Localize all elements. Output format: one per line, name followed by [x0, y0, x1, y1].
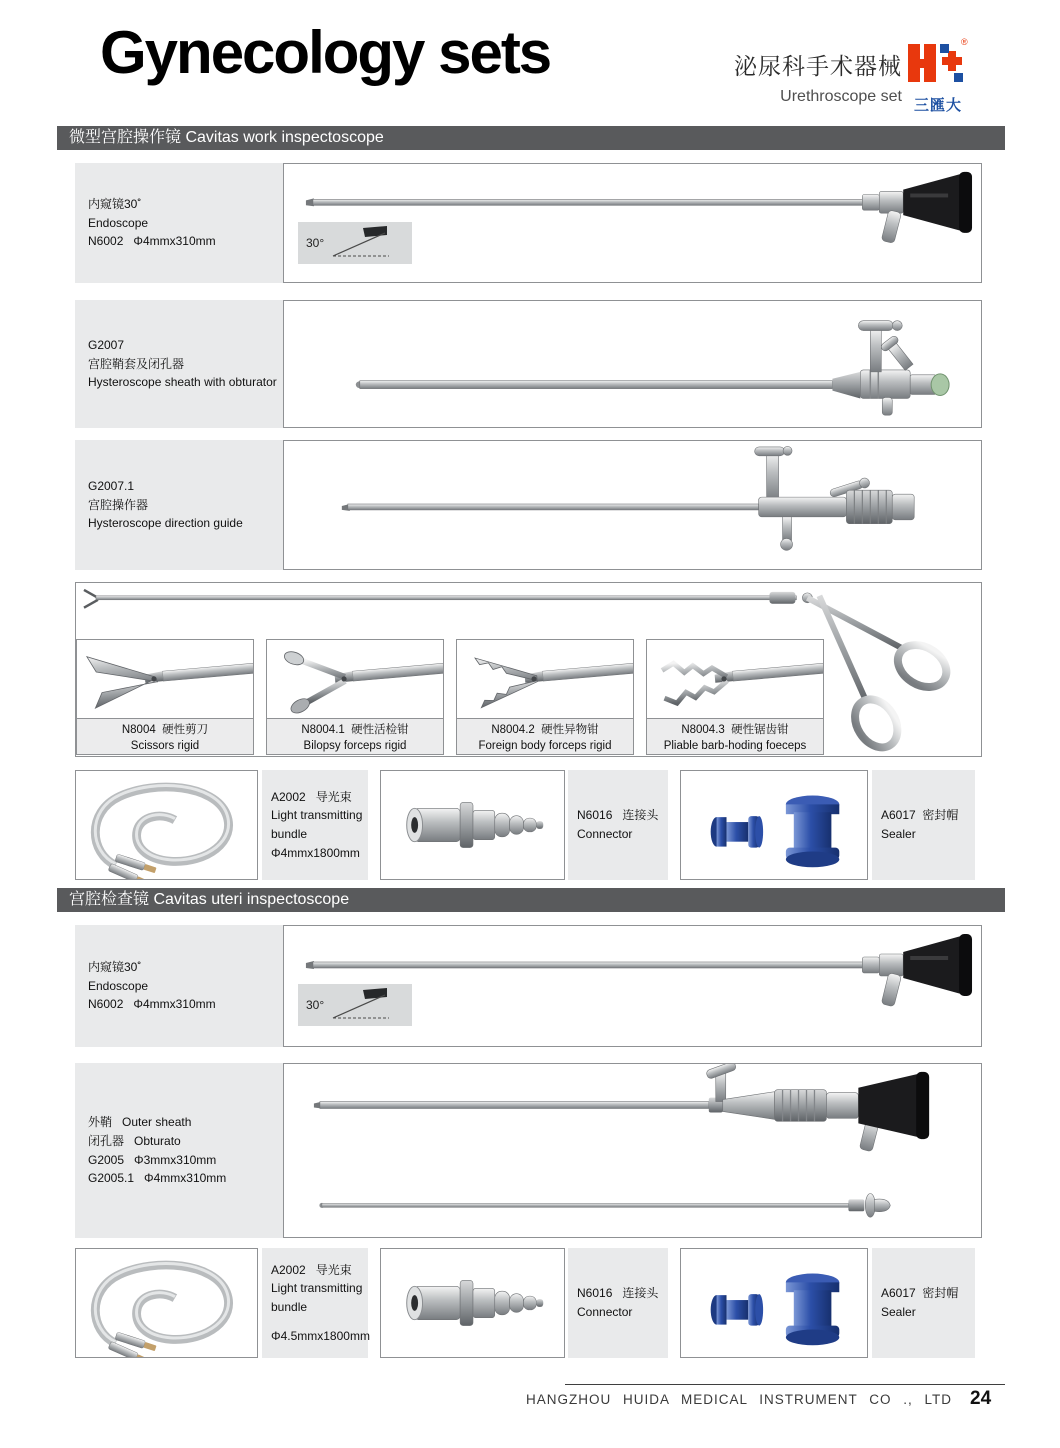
connector-label-box: [568, 770, 668, 880]
connector2-image-box: [380, 1248, 565, 1358]
scissors-tip-box: [76, 639, 254, 755]
product-name-en: Endoscope: [88, 215, 149, 230]
footer-divider: [565, 1384, 1005, 1385]
sealer-image-box: [680, 770, 868, 880]
sheath-image-box: [283, 300, 982, 428]
accessory-code-cn: N6016 连接头: [577, 808, 659, 823]
logo-text: 三匯大: [913, 97, 962, 114]
forceps-name-en: Foreign body forceps rigid: [478, 740, 612, 753]
accessory-spec: Φ4mmx1800mm: [271, 845, 360, 860]
accessory-name-en: Connector: [577, 827, 633, 841]
scissors-tip-illustration: [77, 640, 253, 718]
product-code: G2007.1: [88, 479, 135, 494]
section1-header: 微型宫腔操作镜 Cavitas work inspectoscope: [57, 126, 1005, 150]
product-name-cn: 宫腔鞘套及闭孔器: [88, 356, 185, 371]
product-spec2: G2005.1 Φ4mmx310mm: [88, 1171, 227, 1186]
sealer2-label-box: [872, 1248, 975, 1358]
sheath-label-box: [75, 300, 283, 428]
barb-label: [647, 718, 823, 754]
sealer2-image-box: [680, 1248, 868, 1358]
light-bundle-label-box: [262, 770, 368, 880]
angle-label: 30°: [306, 236, 325, 250]
endoscope-label-box: [75, 163, 283, 283]
light-bundle-illustration: [76, 1249, 257, 1357]
brand-english-text: Urethroscope set: [780, 88, 902, 105]
product-name-cn: 宫腔操作器: [88, 497, 149, 512]
accessory-name-en: Sealer: [881, 827, 916, 841]
angled-tip-icon: [329, 226, 393, 260]
accessory-code-cn: A6017 密封帽: [881, 808, 959, 823]
foreign-body-tip-illustration: [457, 640, 633, 718]
accessory-spec: Φ4.5mmx1800mm: [271, 1328, 370, 1343]
accessory-name-en: Connector: [577, 1305, 633, 1319]
accessory-code-cn: A2002 导光束: [271, 1262, 352, 1277]
product-name-cn: 内窥镜30˚: [88, 197, 142, 212]
section2-header: 宫腔检查镜 Cavitas uteri inspectoscope: [57, 888, 1005, 912]
scissors-label: [77, 718, 253, 754]
brand-block: [690, 48, 902, 106]
light-bundle2-label-box: [262, 1248, 368, 1358]
foreign-body-tip-box: [456, 639, 634, 755]
sealer-illustration: [681, 771, 867, 879]
product-spec1: G2005 Φ3mmx310mm: [88, 1152, 217, 1167]
brand-chinese-text: 泌尿科手术器械: [734, 53, 902, 79]
connector-image-box: [380, 770, 565, 880]
light-bundle2-image-box: [75, 1248, 258, 1358]
light-bundle-illustration: [76, 771, 257, 879]
company-logo: [906, 36, 970, 115]
product-name-en: Endoscope: [88, 978, 149, 993]
angle-label: 30°: [306, 998, 325, 1012]
biopsy-tip-box: [266, 639, 444, 755]
product-name-cn: 外鞘 Outer sheath: [88, 1115, 192, 1130]
outer-sheath-illustration: [284, 1064, 981, 1237]
page-title: Gynecology sets: [100, 19, 551, 86]
sealer-label-box: [872, 770, 975, 880]
guide-label-box: [75, 440, 283, 570]
endoscope-image-box: [283, 163, 982, 283]
product-spec: N6002 Φ4mmx310mm: [88, 997, 216, 1012]
accessory-name-en: Light transmitting bundle: [271, 808, 366, 841]
accessory-name-en: Light transmitting bundle: [271, 1281, 366, 1314]
barb-tip-box: [646, 639, 824, 755]
connector-illustration: [381, 771, 564, 879]
product-spec: N6002 Φ4mmx310mm: [88, 234, 216, 249]
forceps-code-cn: N8004.3 硬性锯齿钳: [681, 724, 789, 736]
sealer-illustration: [681, 1249, 867, 1357]
svg-text:®: ®: [961, 37, 968, 47]
accessory-code-cn: N6016 连接头: [577, 1286, 659, 1301]
accessory-code-cn: A2002 导光束: [271, 789, 352, 804]
connector-illustration: [381, 1249, 564, 1357]
forceps-code-cn: N8004 硬性剪刀: [121, 724, 209, 736]
accessory-name-en: Sealer: [881, 1305, 916, 1319]
endoscope2-label-box: [75, 925, 283, 1047]
accessory-code-cn: A6017 密封帽: [881, 1286, 959, 1301]
barb-tip-illustration: [647, 640, 823, 718]
endoscope2-image-box: [283, 925, 982, 1047]
page-number: 24: [970, 1388, 992, 1409]
biopsy-label: [267, 718, 443, 754]
product-name-cn2: 闭孔器 Obturato: [88, 1133, 181, 1148]
forceps-code-cn: N8004.2 硬性异物钳: [491, 724, 599, 736]
forceps-set-box: [75, 582, 982, 757]
light-bundle-image-box: [75, 770, 258, 880]
forceps-code-cn: N8004.1 硬性活检钳: [301, 724, 409, 736]
angled-tip-icon: [329, 988, 393, 1022]
outer-sheath-image-box: [283, 1063, 982, 1238]
forceps-name-en: Scissors rigid: [130, 740, 200, 753]
product-name-en: Hysteroscope direction guide: [88, 516, 243, 531]
product-code: G2007: [88, 338, 125, 353]
outer-sheath-label-box: [75, 1063, 283, 1238]
product-name-cn: 内窥镜30˚: [88, 960, 142, 975]
angle-view-inset: [298, 222, 412, 264]
guide-image-box: [283, 440, 982, 570]
biopsy-tip-illustration: [267, 640, 443, 718]
connector2-label-box: [568, 1248, 668, 1358]
product-name-en: Hysteroscope sheath with obturator: [88, 375, 277, 390]
forceps-name-en: Pliable barb-hoding foeceps: [663, 740, 807, 753]
footer-company: HANGZHOU HUIDA MEDICAL INSTRUMENT CO ., LTD: [525, 1392, 952, 1407]
angle-view-inset: [298, 984, 412, 1026]
foreign-body-label: [457, 718, 633, 754]
forceps-name-en: Bilopsy forceps rigid: [303, 740, 407, 753]
sheath-illustration: [284, 301, 981, 427]
logo-icon: [906, 36, 970, 88]
guide-illustration: [284, 441, 981, 569]
